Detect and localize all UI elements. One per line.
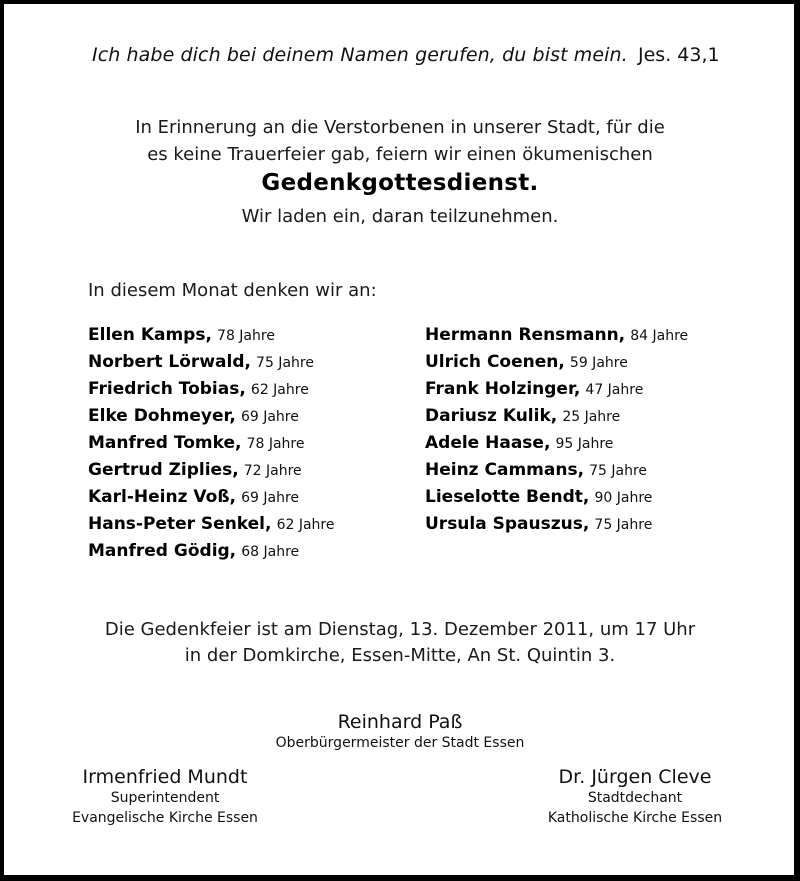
list-item xyxy=(88,348,334,375)
deceased-age: 59 Jahre xyxy=(569,355,628,371)
signatory-name: Irmenfried Mundt xyxy=(82,766,248,788)
signatory-mayor xyxy=(0,711,800,753)
deceased-name: Adele Haase, xyxy=(425,433,551,453)
list-item xyxy=(88,321,334,348)
signatory-role: Oberbürgermeister der Stadt Essen xyxy=(275,735,525,751)
signatory-catholic xyxy=(510,766,760,828)
list-item xyxy=(88,510,334,537)
deceased-name: Lieselotte Bendt, xyxy=(425,487,590,507)
deceased-name: Gertrud Ziplies, xyxy=(88,460,239,480)
deceased-name: Norbert Lörwald, xyxy=(88,352,251,372)
deceased-age: 90 Jahre xyxy=(594,490,653,506)
list-item xyxy=(88,537,334,564)
deceased-name: Ellen Kamps, xyxy=(88,325,212,345)
signatory-organization: Katholische Kirche Essen xyxy=(547,810,723,826)
deceased-age: 78 Jahre xyxy=(246,436,305,452)
deceased-age: 75 Jahre xyxy=(589,463,648,479)
list-item xyxy=(425,348,688,375)
bible-verse: Ich habe dich bei deinem Namen gerufen, du bist mein. xyxy=(92,44,628,66)
deceased-name: Friedrich Tobias, xyxy=(88,379,246,399)
list-item xyxy=(88,375,334,402)
deceased-age: 25 Jahre xyxy=(562,409,621,425)
deceased-name: Hans-Peter Senkel, xyxy=(88,514,272,534)
list-item xyxy=(88,429,334,456)
deceased-name: Manfred Gödig, xyxy=(88,541,237,561)
signatory-name: Dr. Jürgen Cleve xyxy=(558,766,712,788)
list-item xyxy=(425,510,688,537)
list-item xyxy=(425,456,688,483)
list-item xyxy=(88,483,334,510)
event-details xyxy=(0,617,800,669)
deceased-age: 47 Jahre xyxy=(585,382,644,398)
deceased-name: Hermann Rensmann, xyxy=(425,325,626,345)
list-item xyxy=(425,321,688,348)
deceased-age: 95 Jahre xyxy=(555,436,614,452)
deceased-age: 68 Jahre xyxy=(241,544,300,560)
event-line-1: Die Gedenkfeier ist am Dienstag, 13. Dezember 2011, um 17 Uhr xyxy=(104,619,696,640)
signatory-role: Stadtdechant xyxy=(587,790,683,806)
deceased-age: 69 Jahre xyxy=(240,409,299,425)
list-item xyxy=(425,402,688,429)
deceased-name: Karl-Heinz Voß, xyxy=(88,487,237,507)
deceased-name: Dariusz Kulik, xyxy=(425,406,558,426)
signatory-name: Reinhard Paß xyxy=(337,711,463,733)
signatory-role: Superintendent xyxy=(110,790,220,806)
signatory-protestant xyxy=(40,766,290,828)
deceased-age: 72 Jahre xyxy=(243,463,302,479)
names-column-right xyxy=(425,321,688,537)
deceased-age: 69 Jahre xyxy=(241,490,300,506)
deceased-name: Manfred Tomke, xyxy=(88,433,242,453)
deceased-name: Elke Dohmeyer, xyxy=(88,406,236,426)
deceased-name: Ursula Spauszus, xyxy=(425,514,590,534)
list-item xyxy=(88,456,334,483)
intro-line-2: es keine Trauerfeier gab, feiern wir einen ökumenischen xyxy=(147,144,653,165)
deceased-age: 62 Jahre xyxy=(250,382,309,398)
event-line-2: in der Domkirche, Essen-Mitte, An St. Quintin 3. xyxy=(184,645,616,666)
signatory-organization: Evangelische Kirche Essen xyxy=(72,810,258,826)
deceased-name: Ulrich Coenen, xyxy=(425,352,565,372)
deceased-age: 62 Jahre xyxy=(276,517,335,533)
list-item xyxy=(425,483,688,510)
intro-line-1: In Erinnerung an die Verstorbenen in unserer Stadt, für die xyxy=(135,117,665,138)
verse-reference: Jes. 43,1 xyxy=(638,44,720,66)
headline: Gedenkgottesdienst. xyxy=(261,170,539,196)
list-item xyxy=(88,402,334,429)
deceased-age: 78 Jahre xyxy=(217,328,275,344)
deceased-name: Frank Holzinger, xyxy=(425,379,581,399)
list-item xyxy=(425,429,688,456)
deceased-age: 75 Jahre xyxy=(256,355,314,371)
invitation-text: Wir laden ein, daran teilzunehmen. xyxy=(241,206,559,227)
month-intro: In diesem Monat denken wir an: xyxy=(88,280,377,301)
deceased-age: 84 Jahre xyxy=(630,328,689,344)
deceased-name: Heinz Cammans, xyxy=(425,460,585,480)
intro-text xyxy=(0,114,800,168)
list-item xyxy=(425,375,688,402)
deceased-age: 75 Jahre xyxy=(594,517,653,533)
names-column-left xyxy=(88,321,334,564)
